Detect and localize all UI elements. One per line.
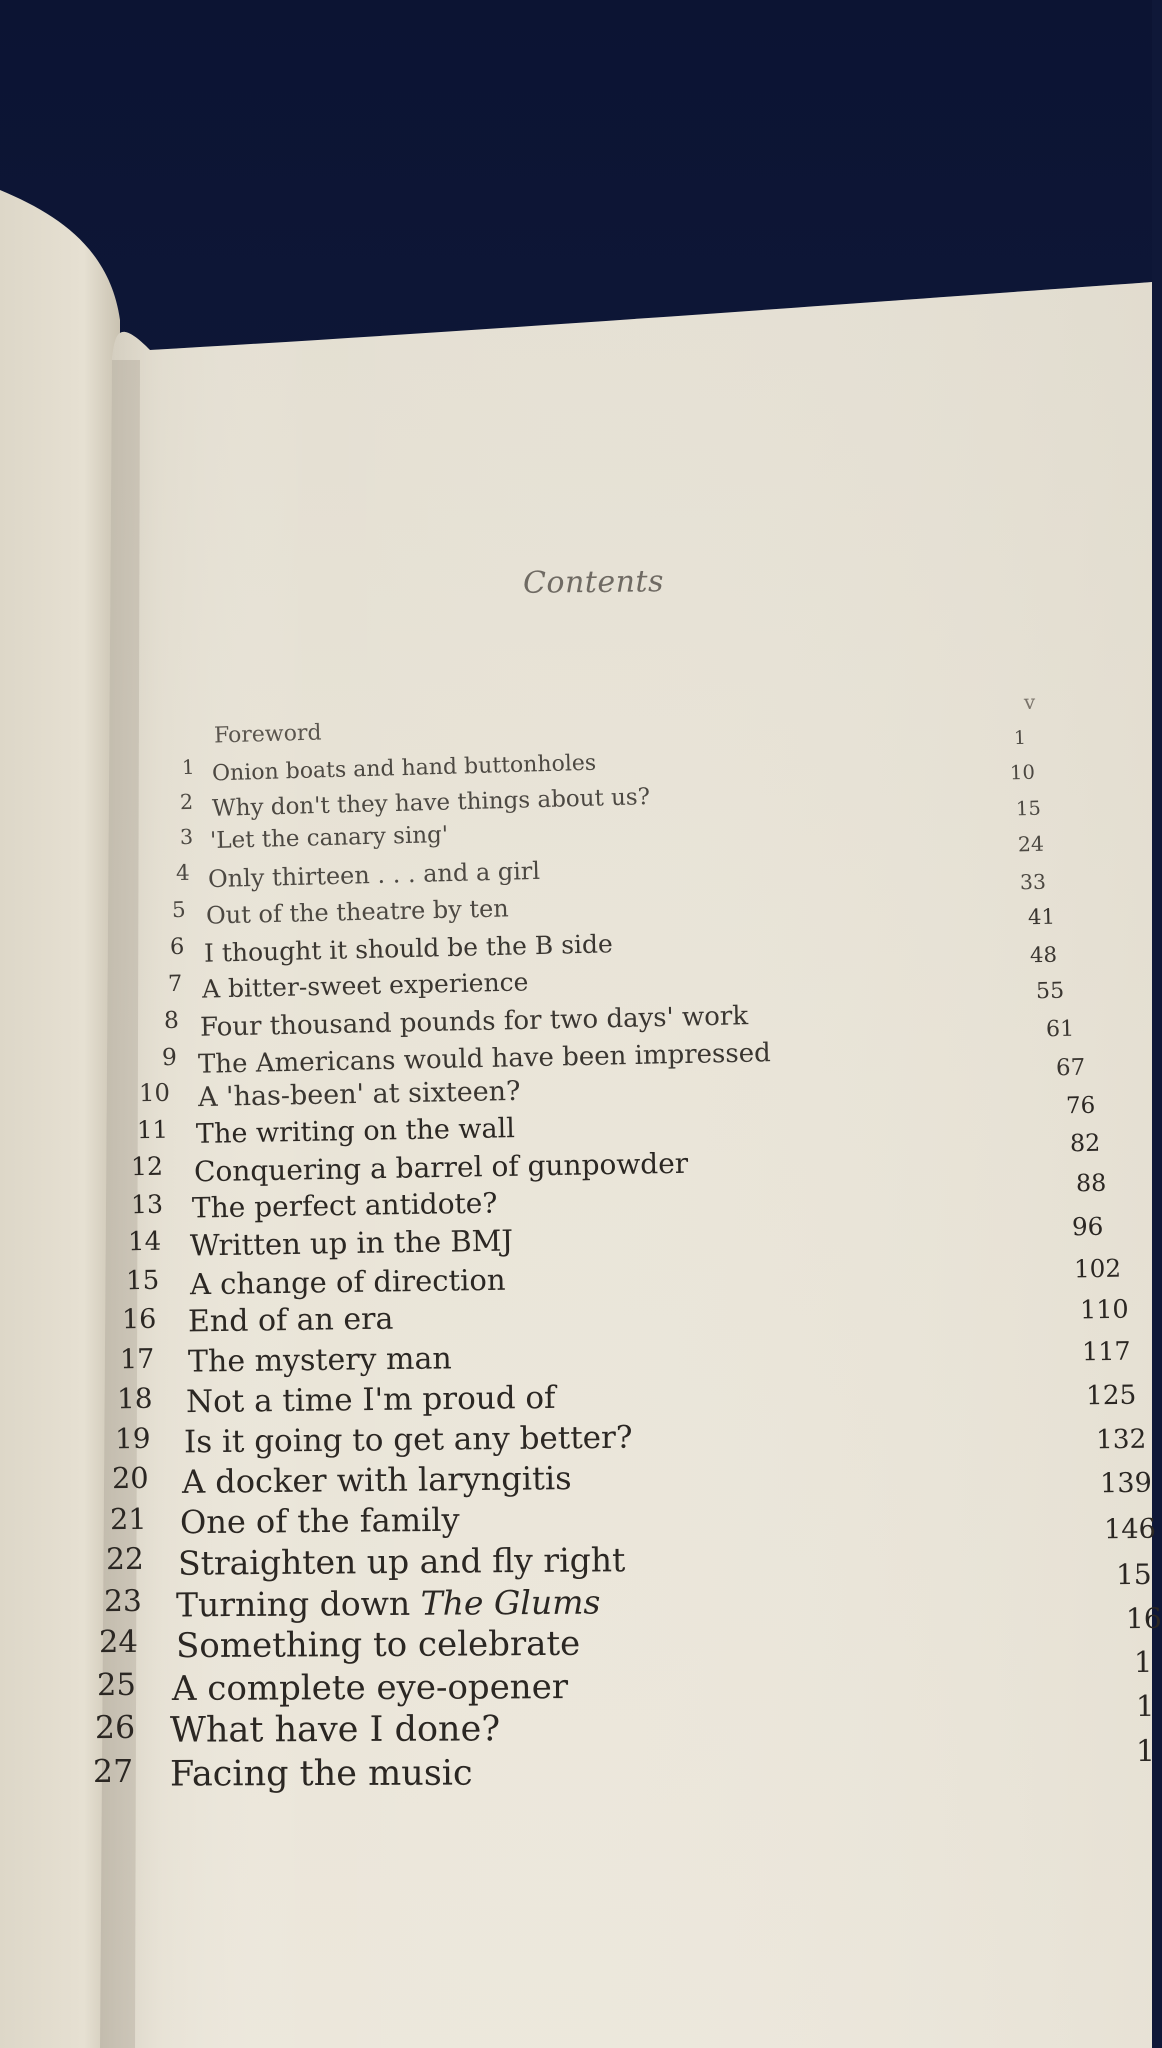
chapter-number: 27 bbox=[92, 1753, 133, 1791]
chapter-title-text: A 'has-been' at sixteen? bbox=[197, 1075, 521, 1114]
chapter-title bbox=[181, 1459, 572, 1501]
chapter-title-text: Written up in the BMJ bbox=[189, 1223, 514, 1263]
chapter-title bbox=[175, 1623, 581, 1667]
chapter-page-number: 55 bbox=[1035, 977, 1065, 1005]
chapter-number: 2 bbox=[179, 789, 194, 815]
chapter-title-text: Why don't they have things about us? bbox=[211, 784, 651, 822]
chapter-number: 23 bbox=[103, 1583, 142, 1620]
chapter-page-number: 139 bbox=[1099, 1467, 1153, 1500]
chapter-number: 20 bbox=[112, 1460, 150, 1496]
chapter-number: 22 bbox=[105, 1541, 144, 1578]
chapter-title-text: Out of the theatre by ten bbox=[205, 894, 510, 930]
chapter-number: 13 bbox=[130, 1189, 163, 1220]
chapter-title-text: Something to celebrate bbox=[175, 1623, 581, 1667]
chapter-title bbox=[189, 1262, 506, 1302]
chapter-page-number: 132 bbox=[1095, 1424, 1147, 1456]
chapter-page-number: 96 bbox=[1071, 1211, 1104, 1242]
contents-heading: Contents bbox=[522, 564, 665, 601]
chapter-number: 21 bbox=[110, 1501, 148, 1537]
chapter-title bbox=[189, 1223, 514, 1263]
chapter-page-number: 16 bbox=[1125, 1601, 1162, 1636]
chapter-title-text: Not a time I'm proud of bbox=[185, 1379, 556, 1421]
chapter-page-number: 61 bbox=[1045, 1015, 1075, 1043]
chapter-title bbox=[169, 1709, 501, 1751]
chapter-page-number: 24 bbox=[1017, 831, 1045, 857]
chapter-page-number: 1 bbox=[1013, 727, 1027, 750]
chapter-title bbox=[201, 967, 529, 1004]
chapter-title bbox=[209, 821, 449, 855]
chapter-title-text: A bitter-sweet experience bbox=[201, 967, 529, 1004]
chapter-number: 26 bbox=[94, 1709, 135, 1747]
chapter-number: 19 bbox=[114, 1421, 151, 1456]
chapter-page-number: 67 bbox=[1055, 1054, 1086, 1082]
chapter-page-number: 76 bbox=[1065, 1092, 1096, 1120]
chapter-title-text: Facing the music bbox=[169, 1753, 473, 1795]
chapter-title-text: 'Let the canary sing' bbox=[209, 821, 449, 855]
chapter-number: 6 bbox=[169, 933, 185, 961]
chapter-number: 10 bbox=[138, 1077, 171, 1108]
chapter-title-text: Conquering a barrel of gunpowder bbox=[193, 1146, 689, 1189]
chapter-title-text: Onion boats and hand buttonholes bbox=[211, 750, 597, 787]
chapter-page-number: 88 bbox=[1075, 1168, 1107, 1198]
chapter-page-number: 10 bbox=[1009, 760, 1036, 785]
foreword-label: Foreword bbox=[213, 720, 322, 749]
chapter-title bbox=[171, 1667, 569, 1709]
chapter-title bbox=[187, 1301, 394, 1340]
chapter-title-text: A docker with laryngitis bbox=[181, 1459, 572, 1501]
chapter-number: 11 bbox=[136, 1114, 169, 1145]
chapter-title-text: One of the family bbox=[179, 1500, 460, 1542]
chapter-title-text: Only thirteen . . . and a girl bbox=[207, 856, 541, 894]
chapter-page-number: 1 bbox=[1135, 1688, 1155, 1724]
chapter-title bbox=[175, 1582, 601, 1625]
chapter-title-text: The mystery man bbox=[187, 1341, 452, 1380]
chapter-title-text: The writing on the wall bbox=[195, 1113, 516, 1150]
chapter-page-number: 33 bbox=[1019, 869, 1047, 895]
chapter-number: 3 bbox=[179, 824, 194, 850]
chapter-title-text: Turning down bbox=[175, 1583, 421, 1625]
chapter-number: 9 bbox=[161, 1042, 178, 1072]
chapter-number: 17 bbox=[119, 1343, 155, 1376]
chapter-number: 12 bbox=[130, 1151, 163, 1182]
chapter-title-text: A change of direction bbox=[189, 1262, 506, 1302]
chapter-page-number: 15 bbox=[1115, 1557, 1152, 1592]
chapter-page-number: 82 bbox=[1069, 1128, 1101, 1158]
chapter-page-number: 110 bbox=[1079, 1294, 1129, 1326]
chapter-title bbox=[191, 1186, 498, 1225]
chapter-title bbox=[196, 1115, 515, 1148]
chapter-title bbox=[185, 1379, 556, 1421]
chapter-title bbox=[177, 1540, 626, 1583]
chapter-page-number: 48 bbox=[1029, 942, 1058, 969]
chapter-page-number: 1 bbox=[1135, 1733, 1156, 1770]
chapter-title bbox=[205, 894, 510, 930]
chapter-number: 4 bbox=[175, 860, 191, 887]
chapter-title-text: Four thousand pounds for two days' work bbox=[199, 1001, 749, 1043]
chapter-page-number: 117 bbox=[1081, 1336, 1131, 1368]
chapter-title-text: The Americans would have been impressed bbox=[197, 1038, 771, 1080]
chapter-number: 25 bbox=[97, 1667, 137, 1704]
chapter-number: 8 bbox=[163, 1005, 180, 1035]
chapter-title bbox=[193, 1146, 689, 1189]
chapter-title bbox=[183, 1419, 633, 1461]
chapter-page-number: 125 bbox=[1085, 1380, 1137, 1412]
chapter-title bbox=[197, 1075, 521, 1114]
chapter-page-number: 146 bbox=[1103, 1513, 1157, 1546]
foreword-page-number: v bbox=[1023, 689, 1036, 715]
chapter-title-text: A complete eye-opener bbox=[171, 1667, 569, 1709]
chapter-title bbox=[179, 1500, 460, 1542]
chapter-title-text: I thought it should be the B side bbox=[203, 929, 614, 968]
chapter-title-text: Is it going to get any better? bbox=[183, 1419, 633, 1461]
chapter-number: 18 bbox=[116, 1381, 153, 1416]
chapter-page-number: 41 bbox=[1027, 904, 1056, 931]
chapter-number: 7 bbox=[167, 970, 183, 998]
chapter-page-number: 1 bbox=[1133, 1644, 1153, 1680]
chapter-number: 16 bbox=[121, 1303, 157, 1336]
chapter-number: 5 bbox=[171, 897, 187, 924]
chapter-number: 24 bbox=[99, 1624, 139, 1661]
chapter-page-number: 102 bbox=[1073, 1253, 1122, 1284]
chapter-title bbox=[187, 1341, 452, 1380]
chapter-number: 15 bbox=[125, 1265, 160, 1297]
chapter-title-text: Straighten up and fly right bbox=[177, 1540, 626, 1583]
chapter-number: 14 bbox=[127, 1226, 162, 1258]
chapter-title-text: The perfect antidote? bbox=[191, 1186, 498, 1225]
chapter-title bbox=[169, 1753, 473, 1795]
chapter-page-number: 15 bbox=[1015, 796, 1042, 821]
chapter-title-italic: The Glums bbox=[420, 1582, 601, 1623]
chapter-title-text: End of an era bbox=[187, 1301, 394, 1340]
chapter-number: 1 bbox=[181, 755, 195, 780]
chapter-title-text: What have I done? bbox=[169, 1709, 501, 1751]
